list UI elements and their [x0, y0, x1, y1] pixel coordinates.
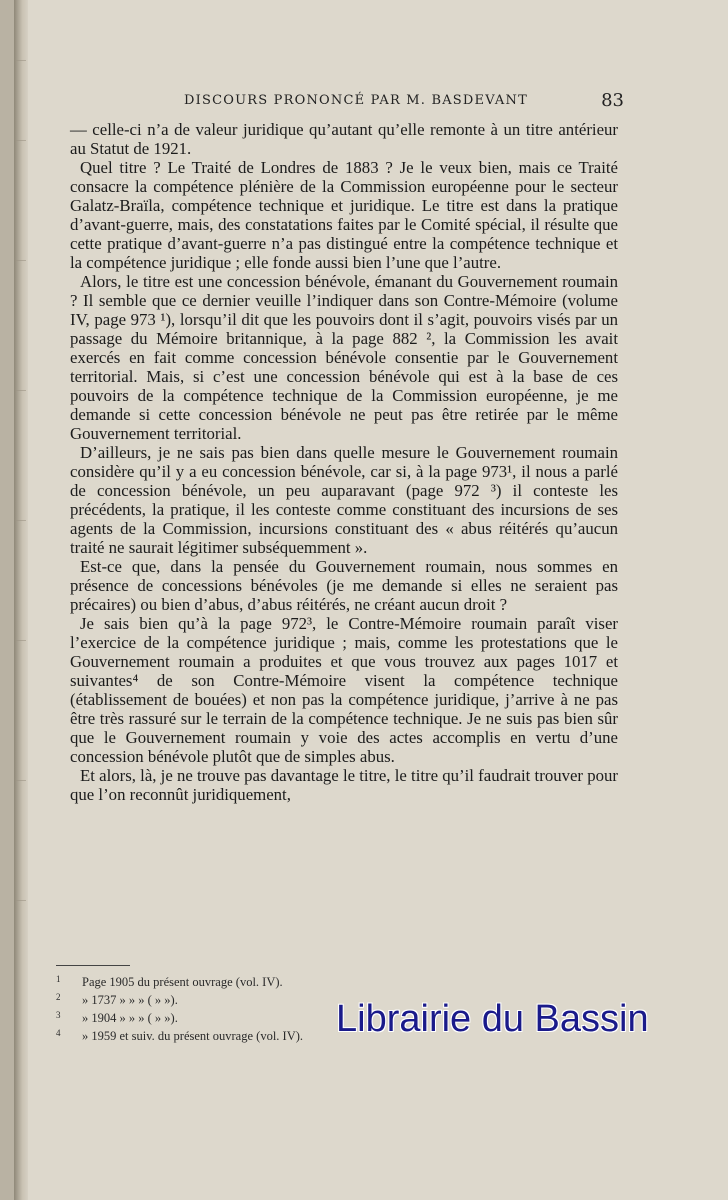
footnote-text: » 1737 » » » ( » »). [82, 993, 178, 1007]
page-number: 83 [601, 90, 624, 111]
footnote-mark: 2 [56, 992, 61, 1002]
footnote-mark: 4 [56, 1028, 61, 1038]
paragraph: Est-ce que, dans la pensée du Gouvernement roumain, nous sommes en présence de concessions bénévoles (je me demande si elles ne seraient pas précaires) ou bien d’abus, d’abus réitérés, ne créant aucun droit ? [70, 557, 618, 614]
seller-watermark: Librairie du Bassin [336, 998, 649, 1040]
body-text [70, 120, 618, 804]
footnote-mark: 1 [56, 974, 61, 984]
bleed-mark [16, 140, 26, 141]
footnote-text: » 1904 » » » ( » »). [82, 1011, 178, 1025]
bleed-mark [16, 780, 26, 781]
bleed-mark [16, 390, 26, 391]
paragraph: Je sais bien qu’à la page 972³, le Contre-Mémoire roumain paraît viser l’exercice de la compétence juridique ; mais, comme les protestations que le Gouvernement roumain a produites et que vous trouvez aux pages 1017 et suivantes⁴ de son Contre-Mémoire visent la compétence technique (établissement de bouées) et non pas la compétence juridique, j’arrive à ne pas être très rassuré sur le terrain de la compétence technique. Je ne suis pas bien sûr que le Gouvernement roumain y voie des actes accomplis en vertu d’une concession bénévole plutôt que de simples abus. [70, 614, 618, 766]
paragraph: D’ailleurs, je ne sais pas bien dans quelle mesure le Gouvernement roumain considère qu’il y a eu concession bénévole, car si, à la page 973¹, il nous a parlé de concession bénévole, un peu auparavant (page 972 ³) il conteste les précédents, la pratique, il les conteste comme constituant des incursions de ses agents de la Commission, incursions constituant des « abus réitérés qu’aucun traité ne saurait légitimer subséquemment ». [70, 443, 618, 557]
footnote-mark: 3 [56, 1010, 61, 1020]
running-title: DISCOURS PRONONCÉ PAR M. BASDEVANT [184, 93, 528, 108]
paragraph: — celle-ci n’a de valeur juridique qu’autant qu’elle remonte à un titre antérieur au Statut de 1921. [70, 120, 618, 158]
paragraph: Et alors, là, je ne trouve pas davantage le titre, le titre qu’il faudrait trouver pour que l’on reconnût juridiquement, [70, 766, 618, 804]
bleed-mark [16, 900, 26, 901]
bleed-mark [16, 640, 26, 641]
paragraph: Quel titre ? Le Traité de Londres de 1883 ? Je le veux bien, mais ce Traité consacre la compétence plénière de la Commission européenne pour le secteur Galatz-Braïla, compétence technique et juridique. Le titre est dans la pratique d’avant-guerre, mais, des constatations faites par le Comité spécial, il résulte que cette pratique d’avant-guerre n’a pas distingué entre la compétence technique et la compétence juridique ; elle fonde aussi bien l’une que l’autre. [70, 158, 618, 272]
footnote-text: Page 1905 du présent ouvrage (vol. IV). [82, 975, 283, 989]
footnote-rule [56, 965, 130, 966]
paragraph: Alors, le titre est une concession bénévole, émanant du Gouvernement roumain ? Il semble que ce dernier veuille l’indiquer dans son Contre-Mémoire (volume IV, page 973 ¹), lorsqu’il dit que les pouvoirs dont il s’agit, pouvoirs visés par un passage du Mémoire britannique, à la page 882 ², la Commission les avait exercés en fait comme concession bénévole consentie par le Gouvernement territorial. Mais, si c’est une concession bénévole qui est à la base de ces pouvoirs de la compétence technique de la Commission européenne, je me demande si cette concession bénévole ne peut pas être retirée par le même Gouvernement territorial. [70, 272, 618, 443]
footnote-text: » 1959 et suiv. du présent ouvrage (vol. IV). [82, 1029, 304, 1043]
footnote [56, 972, 616, 990]
page-gutter [14, 0, 28, 1200]
bleed-mark [16, 520, 26, 521]
bleed-mark [16, 60, 26, 61]
page-header [174, 90, 624, 116]
bleed-mark [16, 260, 26, 261]
